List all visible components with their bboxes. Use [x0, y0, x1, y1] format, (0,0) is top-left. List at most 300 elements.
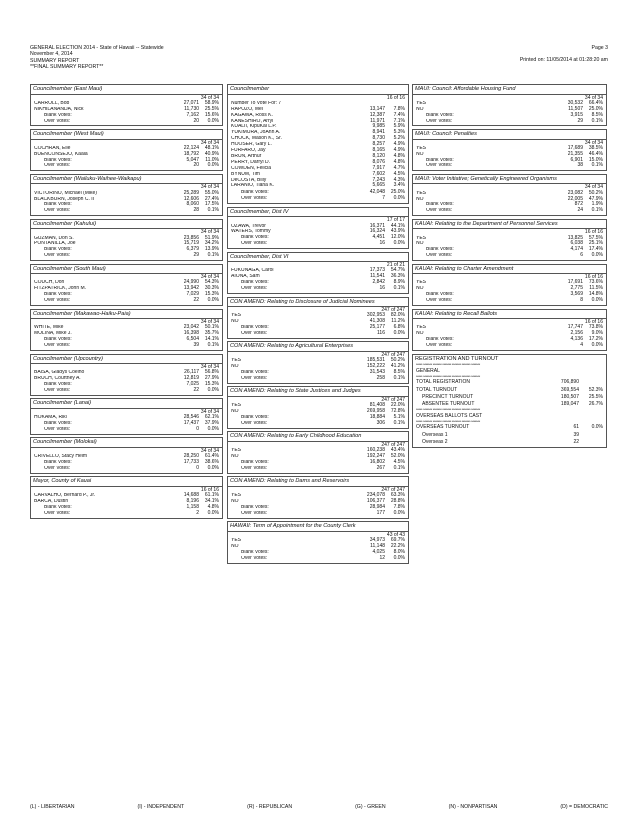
vote-count: 22 — [193, 387, 199, 394]
vote-count: 16 — [379, 240, 385, 247]
overseas-rows — [413, 424, 606, 446]
vote-percent: 28.8% — [390, 497, 405, 504]
contest-title: KAUAI: Relating to Charter Amendment — [413, 265, 606, 275]
vote-percent: 7.8% — [393, 503, 405, 510]
vote-percent: 11.5% — [589, 285, 603, 292]
tally-row — [228, 286, 408, 292]
choice-name: Blank Votes: — [44, 421, 72, 427]
choice-name: Blank Votes: — [426, 247, 454, 253]
choice-name: COUCH, Don — [34, 280, 65, 286]
vote-count: 306 — [376, 419, 385, 426]
vote-percent: 63.3% — [390, 492, 405, 499]
precincts-reported: 34 of 34 — [200, 319, 219, 326]
contest-title: Councilmember (Wailuku-Waihee-Waikapu) — [31, 175, 222, 185]
vote-count: 16,324 — [369, 228, 385, 235]
tally-row — [31, 388, 222, 394]
vote-percent: 15.0% — [588, 156, 603, 163]
contest-title: CON AMEND: Relating to Agricultural Enterprises — [228, 342, 408, 352]
vote-count: 12,819 — [183, 375, 199, 382]
precincts-reported: 34 of 34 — [584, 184, 603, 191]
precincts-reported: 17 of 17 — [386, 217, 405, 224]
vote-count: 8,257 — [372, 141, 385, 148]
choice-name: YUKIMURA, JoAnn A. — [231, 130, 281, 136]
right-contests — [412, 84, 607, 351]
vote-count: 28,250 — [183, 453, 199, 460]
turnout-percent: 0.0% — [591, 424, 603, 431]
column-left — [30, 84, 223, 521]
contest-box — [30, 264, 223, 306]
contest-box — [412, 84, 607, 126]
choice-name: YES — [416, 100, 427, 106]
contest-title: CON AMEND: Relating to Disclosure of Judicial Nominees — [228, 298, 408, 308]
tally-row — [31, 343, 222, 349]
vote-percent: 5.2% — [393, 135, 405, 142]
choice-name: Blank Votes: — [426, 157, 454, 163]
vote-percent: 12.0% — [390, 234, 405, 241]
vote-percent: 47.9% — [588, 195, 603, 202]
contest-box — [30, 398, 223, 435]
precincts-reported: 16 of 16 — [584, 274, 603, 281]
vote-percent: 0.1% — [591, 207, 603, 214]
choice-name: CRIVELLO, Stacy Helm — [34, 454, 88, 460]
vote-percent: 8.9% — [393, 279, 405, 286]
vote-percent: 4.8% — [393, 158, 405, 165]
vote-percent: 4.8% — [393, 152, 405, 159]
turnout-row — [413, 424, 606, 431]
vote-count: 11,971 — [370, 117, 385, 124]
contest-title: CON AMEND: Relating to Dams and Reservoirs — [228, 477, 408, 487]
contest-title: Councilmember (Lanai) — [31, 399, 222, 409]
vote-percent: 62.1% — [204, 414, 219, 421]
choice-name: Blank Votes: — [241, 370, 269, 376]
vote-count: 5,047 — [186, 156, 199, 163]
vote-percent: 25.0% — [390, 189, 405, 196]
contest-box — [227, 341, 409, 383]
vote-percent: 0.0% — [591, 342, 603, 349]
vote-count: 13,825 — [567, 234, 583, 241]
vote-count: 24 — [577, 207, 583, 214]
vote-count: 16,802 — [369, 458, 385, 465]
choice-name: BARCA, Dustin — [34, 499, 69, 505]
turnout-label: Overseas 2 — [422, 438, 448, 445]
turnout-count: 180,507 — [560, 393, 579, 400]
party-code: (R) - REPUBLICAN — [247, 804, 293, 810]
vote-count: 0 — [196, 426, 199, 433]
choice-name: KUALII, KipuKai L.P. — [231, 124, 277, 130]
choice-name: COCHRAN, Elle — [34, 145, 71, 151]
choice-name: Blank Votes: — [241, 459, 269, 465]
contest-title: Councilmember, Dist IV — [228, 208, 408, 218]
vote-percent: 0.0% — [591, 297, 603, 304]
vote-count: 17,437 — [183, 420, 199, 427]
choice-name: Blank Votes: — [241, 415, 269, 420]
vote-count: 8,060 — [186, 201, 199, 208]
precincts-reported: 34 of 34 — [200, 94, 219, 101]
vote-count: 2 — [196, 510, 199, 516]
turnout-row — [413, 432, 606, 439]
vote-percent: 0.0% — [207, 465, 219, 472]
vote-count: 21,355 — [567, 150, 583, 157]
contest-box — [30, 437, 223, 474]
vote-percent: 0.1% — [207, 252, 219, 259]
tally-row — [413, 298, 606, 304]
choice-name: HOOSER, Gary L. — [231, 142, 272, 148]
vote-percent: 0.0% — [207, 510, 219, 516]
choice-name: Over Votes: — [241, 286, 268, 292]
choice-name: NO — [416, 331, 424, 337]
vote-count: 18,884 — [369, 414, 385, 420]
vote-count: 28,546 — [183, 414, 199, 421]
tally-row — [31, 163, 222, 169]
contest-box — [30, 219, 223, 261]
vote-percent: 41.2% — [390, 363, 405, 370]
vote-count: 24,990 — [183, 279, 199, 286]
vote-count: 177 — [376, 509, 385, 516]
turnout-percent — [579, 439, 603, 446]
choice-name: WATERS, Tommy — [231, 229, 271, 235]
choice-name: Over Votes: — [426, 163, 453, 169]
contest-title: Councilmember, Dist VI — [228, 253, 408, 263]
vote-percent: 0.0% — [393, 554, 405, 561]
choice-name: MOLINA, Mike J. — [34, 331, 72, 337]
vote-count: 4,025 — [372, 548, 385, 555]
choice-name: NO — [416, 151, 424, 157]
vote-count: 8 — [580, 297, 583, 304]
vote-count: 6,038 — [570, 240, 583, 247]
election-date: November 4, 2014 — [30, 51, 73, 58]
vote-count: 5,665 — [372, 182, 385, 189]
vote-count: 6,379 — [186, 246, 199, 253]
choice-name: NO — [231, 319, 239, 325]
stats-rows — [413, 379, 606, 408]
choice-name: YES — [416, 280, 427, 286]
precincts-reported: 34 of 34 — [200, 229, 219, 236]
choice-name: KAGAWA, Ross K. — [231, 112, 273, 118]
turnout-count: 369,554 — [560, 386, 579, 393]
vote-percent: 5.1% — [393, 414, 405, 420]
vote-count: 13,942 — [183, 285, 199, 292]
vote-count: 872 — [574, 201, 583, 208]
choice-name: Over Votes: — [44, 253, 71, 259]
contest-title: Councilmember — [228, 85, 408, 95]
tally-row — [413, 119, 606, 125]
choice-name: Over Votes: — [426, 343, 453, 349]
choice-name: BUENCONSEJO, Kaala — [34, 151, 88, 157]
printed-timestamp: Printed on: 11/05/2014 at 01:28:20 am — [519, 57, 608, 63]
contest-box — [227, 297, 409, 339]
turnout-count: 22 — [573, 438, 579, 445]
choice-name: NO — [231, 409, 239, 415]
vote-percent: 34.2% — [204, 240, 219, 247]
vote-count: 11,730 — [184, 105, 199, 112]
vote-percent: 50.2% — [588, 189, 603, 196]
vote-percent: 15.3% — [204, 381, 219, 388]
choice-name: FITZPATRICK, John M. — [34, 286, 87, 292]
turnout-label: ABSENTEE TURNOUT — [422, 400, 475, 407]
precincts-reported: 34 of 34 — [200, 184, 219, 191]
vote-percent: 7.4% — [393, 111, 405, 118]
vote-percent: 0.1% — [393, 374, 405, 381]
vote-count: 27,071 — [183, 99, 199, 106]
vote-percent: 4.9% — [393, 141, 405, 148]
precincts-reported: 34 of 34 — [200, 409, 219, 416]
contest-box — [30, 129, 223, 171]
vote-count: 23,856 — [183, 234, 199, 241]
vote-percent: 46.4% — [588, 150, 603, 157]
vote-percent: 72.8% — [390, 408, 405, 415]
vote-count: 2,842 — [372, 279, 385, 286]
contest-box — [227, 252, 409, 294]
choice-name: NO — [416, 241, 424, 247]
vote-count: 41,308 — [369, 318, 385, 325]
vote-count: 4,136 — [570, 336, 583, 343]
turnout-label: PRECINCT TURNOUT — [422, 393, 474, 400]
vote-count: 25,289 — [183, 189, 199, 196]
choice-name: Blank Votes: — [241, 549, 269, 555]
contest-title: MAUI: Council: Penalties — [413, 130, 606, 140]
choice-name: DeCOSTA, Billy — [231, 177, 267, 183]
tally-row — [228, 466, 408, 472]
choice-name: RAPOZO, Mel — [231, 106, 263, 112]
vote-percent: 22.0% — [390, 402, 405, 409]
vote-percent: 8.0% — [393, 548, 405, 555]
vote-percent: 38.5% — [588, 144, 603, 151]
turnout-row — [413, 439, 606, 446]
tally-row — [31, 253, 222, 259]
turnout-count: 39 — [573, 431, 579, 438]
vote-percent: 5.9% — [393, 123, 405, 130]
turnout-percent: 52.3% — [588, 386, 603, 393]
overseas-label: OVERSEAS BALLOTS CAST — [416, 412, 483, 419]
choice-name: Over Votes: — [241, 510, 268, 516]
choice-name: Over Votes: — [426, 208, 453, 214]
tally-row — [228, 331, 408, 337]
precincts-reported: 16 of 16 — [386, 94, 405, 101]
vote-percent: 25.5% — [204, 105, 219, 112]
vote-percent: 14.8% — [588, 291, 603, 298]
vote-count: 8,120 — [372, 152, 385, 159]
vote-count: 6,504 — [186, 336, 199, 343]
vote-percent: 52.0% — [390, 453, 405, 460]
vote-percent: 66.4% — [588, 99, 603, 106]
vote-count: 11,148 — [370, 542, 385, 549]
contest-title: HAWAII: Term of Appointment for the County Clerk — [228, 522, 408, 532]
vote-count: 106,377 — [366, 497, 385, 504]
vote-percent: 3.4% — [393, 182, 405, 189]
choice-name: NIKHILANANDA, Nick — [34, 106, 84, 112]
vote-percent: 61.4% — [204, 453, 219, 460]
vote-count: 4,451 — [372, 234, 385, 241]
vote-percent: 8.5% — [393, 369, 405, 376]
precincts-reported: 247 of 247 — [381, 352, 405, 359]
vote-percent: 11.0% — [205, 156, 219, 163]
contest-box — [227, 521, 409, 563]
precincts-reported: 34 of 34 — [200, 364, 219, 371]
turnout-percent — [579, 432, 603, 439]
contest-title: Councilmember (Makawao-Haiku-Paia) — [31, 310, 222, 320]
vote-count: 20 — [193, 117, 199, 124]
vote-percent: 1.9% — [591, 201, 603, 208]
vote-percent: 0.0% — [207, 387, 219, 394]
choice-name: Over Votes: — [44, 427, 71, 433]
vote-percent: 14.1% — [204, 336, 219, 343]
turnout-row — [413, 387, 606, 394]
turnout-count: 61 — [573, 424, 579, 431]
turnout-percent — [579, 379, 603, 386]
vote-percent: 17.2% — [588, 336, 603, 343]
contest-box — [412, 264, 607, 306]
choice-name: Over Votes: — [44, 343, 71, 349]
party-code: (G) - GREEN — [355, 804, 386, 810]
vote-percent: 40.9% — [204, 150, 219, 157]
choice-name: Blank Votes: — [426, 112, 454, 118]
choice-name: Blank Votes: — [44, 460, 72, 466]
vote-count: 6,901 — [570, 156, 583, 163]
vote-count: 17,691 — [567, 279, 583, 286]
tally-row — [228, 421, 408, 427]
vote-count: 17,373 — [369, 267, 385, 274]
choice-name: YES — [231, 448, 242, 454]
contest-title: CON AMEND: Relating to Early Childhood Education — [228, 432, 408, 442]
tally-row — [31, 119, 222, 125]
contest-title: Councilmember (East Maui) — [31, 85, 222, 95]
choice-name: Over Votes: — [44, 118, 71, 124]
vote-percent: 0.1% — [591, 117, 603, 124]
vote-count: 23,042 — [183, 324, 199, 331]
contest-box — [227, 431, 409, 473]
vote-percent: 37.9% — [204, 420, 219, 427]
choice-name: Blank Votes: — [44, 382, 72, 388]
column-middle — [227, 84, 409, 566]
precincts-reported: 34 of 34 — [584, 94, 603, 101]
vote-count: 2,156 — [570, 330, 583, 337]
report-type: SUMMARY REPORT — [30, 57, 80, 64]
vote-count: 116 — [377, 330, 385, 337]
stats-separator: ***** ******* ******* ******* ******* ******* ******* — [416, 362, 480, 368]
precincts-reported: 16 of 16 — [200, 487, 219, 494]
vote-percent: 69.7% — [390, 536, 405, 543]
choice-name: Blank Votes: — [241, 504, 269, 510]
vote-count: 267 — [376, 464, 385, 471]
choice-name: NO — [416, 106, 424, 112]
vote-percent: 0.1% — [393, 464, 405, 471]
choice-name: COWDEN, Felicia — [231, 165, 272, 171]
vote-percent: 17.5% — [204, 201, 219, 208]
vote-count: 13,147 — [369, 105, 385, 112]
choice-name: Blank Votes: — [241, 280, 269, 286]
vote-count: 16 — [379, 285, 385, 292]
choice-name: HOKAMA, Riki — [34, 415, 67, 421]
vote-percent: 4.9% — [393, 147, 405, 154]
tally-row — [413, 253, 606, 259]
vote-percent: 73.8% — [588, 324, 603, 331]
vote-percent: 50.1% — [204, 324, 219, 331]
choice-name: Blank Votes: — [241, 235, 269, 241]
contest-title: Councilmember (Molokai) — [31, 438, 222, 448]
vote-percent: 0.1% — [591, 162, 603, 169]
vote-percent: 0.0% — [393, 240, 405, 247]
turnout-label: TOTAL REGISTRATION — [416, 379, 470, 386]
choice-name: NO — [231, 498, 239, 504]
choice-name: Blank Votes: — [44, 247, 72, 253]
vote-percent: 25.0% — [588, 105, 603, 112]
vote-percent: 7.8% — [393, 105, 405, 112]
tally-row — [413, 343, 606, 349]
vote-count: 0 — [196, 465, 199, 472]
contest-box — [412, 174, 607, 216]
choice-name: FUKUNAGA, Carol — [231, 268, 274, 274]
vote-percent: 43.9% — [390, 228, 405, 235]
vote-count: 34,973 — [369, 536, 385, 543]
choice-name: VICTORINO, Michael (Mike) — [34, 190, 97, 196]
choice-name: Blank Votes: — [44, 157, 72, 163]
vote-count: 1,158 — [186, 504, 199, 511]
choice-name: BYNUM, Tim — [231, 171, 260, 177]
choice-name: YES — [416, 190, 427, 196]
choice-name: Over Votes: — [241, 375, 268, 381]
vote-count: 4,174 — [570, 246, 583, 253]
vote-count: 8,941 — [372, 129, 385, 136]
party-code: (I) - INDEPENDENT — [137, 804, 185, 810]
vote-percent: 55.0% — [204, 189, 219, 196]
precincts-reported: 34 of 34 — [200, 139, 219, 146]
vote-count: 7,602 — [372, 170, 385, 177]
vote-count: 14,688 — [183, 492, 199, 499]
vote-count: 16,398 — [183, 330, 199, 337]
turnout-count: 189,047 — [560, 400, 579, 407]
precincts-reported: 34 of 34 — [200, 448, 219, 455]
choice-name: YES — [416, 325, 427, 331]
vote-count: 11,507 — [568, 105, 583, 112]
choice-name: Over Votes: — [241, 241, 268, 247]
precincts-reported: 247 of 247 — [381, 396, 405, 403]
contest-box — [227, 386, 409, 428]
choice-name: YES — [231, 313, 242, 319]
choice-name: Over Votes: — [241, 196, 268, 202]
vote-percent: 0.0% — [207, 426, 219, 433]
tally-row — [413, 208, 606, 214]
vote-count: 17,689 — [567, 144, 583, 151]
vote-count: 28 — [193, 207, 199, 214]
vote-percent: 4.5% — [393, 458, 405, 465]
vote-count: 258 — [376, 374, 385, 381]
vote-percent: 0.1% — [393, 285, 405, 292]
contest-title: Councilmember (South Maui) — [31, 265, 222, 275]
contest-title: MAUI: Voter Initiative; Genetically Engineered Organisms — [413, 175, 606, 185]
tally-row — [228, 511, 408, 517]
vote-count: 160,238 — [366, 447, 385, 454]
vote-count: 15,719 — [183, 240, 199, 247]
page-number: Page 3 — [591, 45, 608, 51]
choice-name: Over Votes: — [44, 466, 71, 472]
vote-percent: 0.1% — [393, 419, 405, 426]
vote-percent: 8.5% — [591, 111, 603, 118]
turnout-percent: 26.7% — [588, 400, 603, 407]
registration-turnout-box — [412, 354, 607, 448]
contest-box — [227, 476, 409, 518]
choice-name: CARVALHO, Bernard P., Jr. — [34, 493, 96, 499]
vote-count: 9,985 — [372, 123, 385, 130]
vote-percent: 73.6% — [588, 279, 603, 286]
vote-count: 7 — [382, 195, 385, 202]
vote-count: 20 — [193, 162, 199, 169]
contest-title: CON AMEND: Relating to State Justices and Judges — [228, 387, 408, 397]
contest-box — [412, 309, 607, 351]
contest-title: Mayor, County of Kauai — [31, 477, 222, 487]
choice-name: CHOCK, Mason K., Sr. — [231, 136, 282, 142]
vote-percent: 15.3% — [204, 291, 219, 298]
vote-percent: 11.2% — [391, 318, 405, 325]
